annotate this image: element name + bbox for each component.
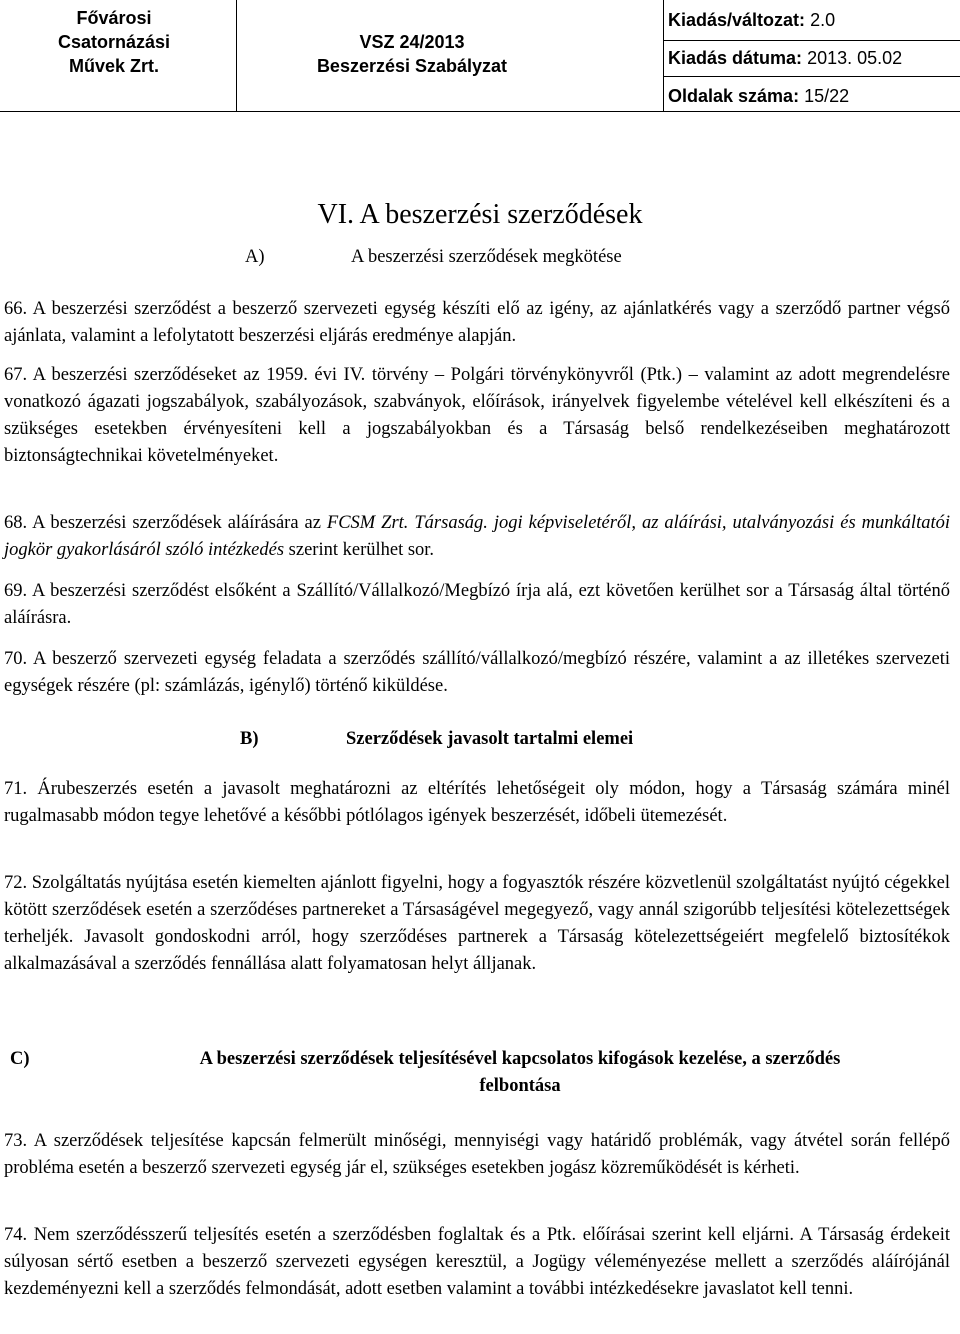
- date-label: Kiadás dátuma:: [668, 48, 803, 68]
- paragraph-68-text-end: szerint kerülhet sor.: [284, 540, 435, 560]
- section-a-letter: A): [245, 247, 265, 267]
- org-line-2: Csatornázási: [57, 32, 171, 52]
- section-c-title-line-2: felbontása: [479, 1076, 561, 1096]
- section-c-letter: C): [10, 1049, 30, 1069]
- paragraph-71: 71. Árubeszerzés esetén a javasolt meghatározni az eltérítés lehetőségeit oly módon, hogy a Társaság számára minél rugalmasabb módon tegye lehetővé a későbbi pótlólagos igények beszerzését, időbeli ütemezését.: [4, 779, 950, 826]
- doc-title: Beszerzési Szabályzat: [316, 56, 508, 76]
- section-c-title-line-1: A beszerzési szerződések teljesítésével kapcsolatos kifogások kezelése, a szerződés: [199, 1049, 841, 1069]
- header-bottom-rule: [0, 111, 960, 112]
- version-value: 2.0: [810, 10, 836, 30]
- paragraph-68-text: 68. A beszerzési szerződések aláírására az: [4, 513, 327, 533]
- header-divider: [663, 40, 960, 41]
- chapter-title: VI. A beszerzési szerződések: [317, 199, 643, 230]
- date-value: 2013. 05.02: [807, 48, 903, 68]
- header-divider: [236, 0, 237, 112]
- section-c-title: [80, 1046, 960, 1100]
- paragraph-69: 69. A beszerzési szerződést elsőként a Szállító/Vállalkozó/Megbízó írja alá, ezt követően kerülhet sor a Társaság által történő aláírásra.: [4, 581, 950, 628]
- version-row: [668, 8, 835, 32]
- section-a-title: A beszerzési szerződések megkötése: [351, 247, 622, 267]
- document-header: [0, 0, 960, 112]
- pages-row: [668, 84, 849, 108]
- paragraph-74: 74. Nem szerződésszerű teljesítés esetén a szerződésben foglaltak és a Ptk. előírásai szerint kell eljárni. A Társaság érdekeit súlyosan sértő esetben a beszerző szervezeti egységen keresztül, a Jogügy véleményezése mellett a szerződés aláírójánál kezdeményezni kell a szerződés felmondását, adott esetben valamint a további intézkedésekre javaslatot kell tenni.: [4, 1225, 950, 1299]
- paragraph-67: 67. A beszerzési szerződéseket az 1959. évi IV. törvény – Polgári törvénykönyvről (Ptk.) – valamint az adott megrendelésre vonatkozó ágazati jogszabályok, szabályozások, szabványok, előírások, irányelvek figyelembe vételével kell elkészíteni és a szükséges esetekben érvényesíteni kell a jogszabályokban és a Társaság belső rendelkezéseiben meghatározott biztonságtechnikai követelményeket.: [4, 365, 950, 466]
- pages-label: Oldalak száma:: [668, 86, 800, 106]
- paragraph-68-reference: FCSM Zrt. Társaság. jogi képviseletéről, az aláírási, utalványozási és munkáltatói jogkör gyakorlásáról szóló intézkedés: [4, 513, 950, 560]
- date-row: [668, 46, 902, 70]
- org-line-3: Művek Zrt.: [68, 56, 160, 76]
- paragraph-73: 73. A szerződések teljesítése kapcsán felmerült minőségi, mennyiségi vagy határidő problémák, vagy átvétel során fellépő probléma esetén a beszerző szervezeti egység jár el, szükséges esetekben jogász közreműködését is kérheti.: [4, 1131, 950, 1178]
- version-label: Kiadás/változat:: [668, 10, 806, 30]
- document-id: [262, 30, 562, 78]
- pages-value: 15/22: [804, 86, 850, 106]
- section-b-letter: B): [240, 729, 259, 749]
- paragraph-70: 70. A beszerző szervezeti egység feladata a szerződés szállító/vállalkozó/megbízó részére, valamint a az illetékes szervezeti egységek részére (pl: számlázás, igénylő) történő kiküldése.: [4, 649, 950, 696]
- org-line-1: Fővárosi: [76, 8, 152, 28]
- section-b-title: Szerződések javasolt tartalmi elemei: [346, 729, 634, 749]
- header-divider: [663, 76, 960, 77]
- paragraph-68: [4, 510, 950, 564]
- organization-name: [4, 6, 224, 78]
- doc-code: VSZ 24/2013: [359, 32, 465, 52]
- paragraph-72: 72. Szolgáltatás nyújtása esetén kiemelten ajánlott figyelni, hogy a fogyasztók részére közvetlenül szolgáltatást nyújtó cégekkel kötött szerződések esetén a szerződéses partnereket a Társaságével megegyező, vagy annál szigorúbb teljesítési kötelezettségek terheljék. Javasolt gondoskodni arról, hogy szerződéses partnerek a Társaság kötelezettségeiért megfelelő biztosítékok alkalmazásával a szerződés fennállása alatt folyamatosan helyt álljanak.: [4, 873, 950, 974]
- paragraph-66: 66. A beszerzési szerződést a beszerző szervezeti egység készíti elő az igény, az ajánlatkérés vagy a szerződő partner végső ajánlata, valamint a lefolytatott beszerzési eljárás eredménye alapján.: [4, 299, 950, 346]
- header-divider: [663, 0, 664, 112]
